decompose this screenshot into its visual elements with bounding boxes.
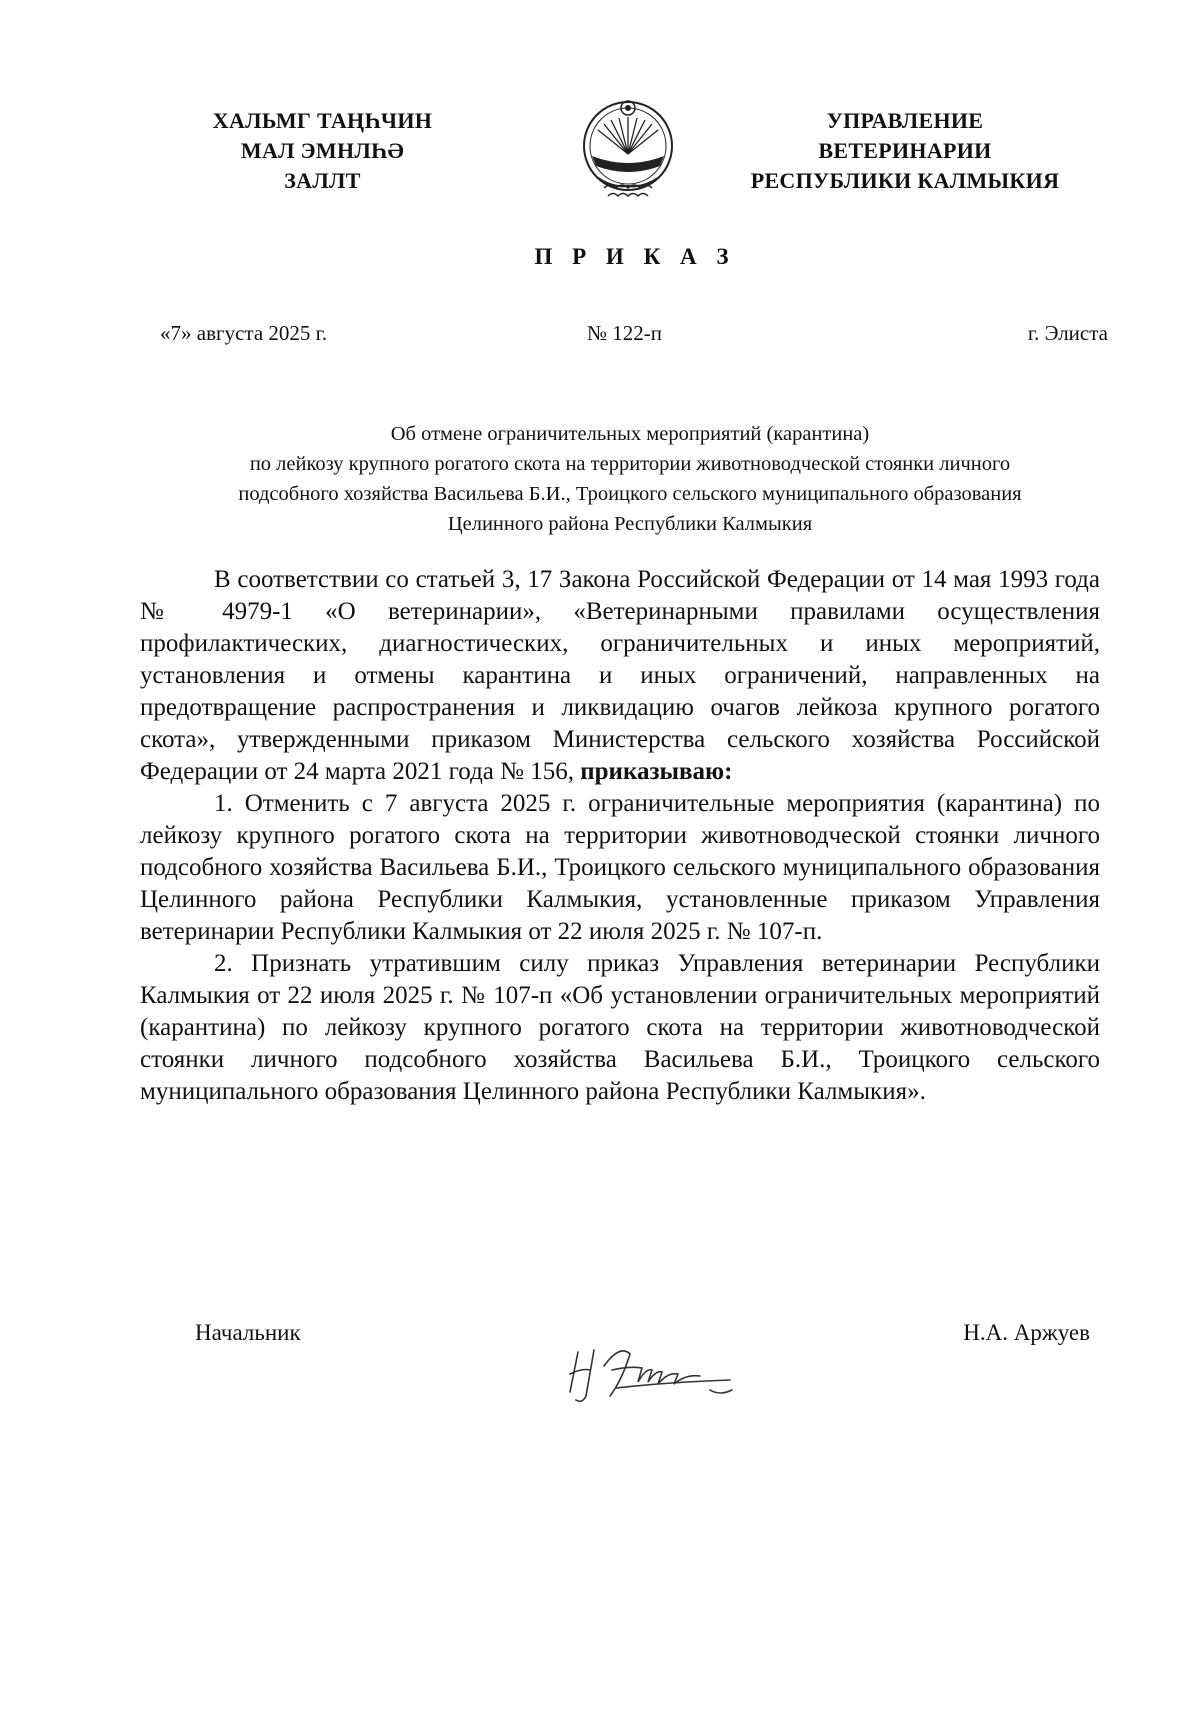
header-right-line: УПРАВЛЕНИЕ	[826, 108, 984, 133]
header-russian-name	[735, 106, 1075, 196]
subject-line: по лейкозу крупного рогатого скота на территории животноводческой стоянки личного	[249, 453, 1011, 475]
order-item-1: 1. Отменить с 7 августа 2025 г. ограничительные мероприятия (карантина) по лейкозу крупного рогатого скота на территории животноводческой стоянки личного подсобного хозяйства Васильева Б.И., Троицкого сельского муниципального образования Целинного района Республики Калмыкия, установленные приказом Управления ветеринарии Республики Калмыкия от 22 июля 2025 г. № 107-п.	[140, 790, 1100, 945]
handwritten-signature-icon	[560, 1330, 740, 1410]
order-item-2: 2. Признать утратившим силу приказ Управления ветеринарии Республики Калмыкия от 22 июля 2025 г. № 107-п «Об установлении ограничительных мероприятий (карантина) по лейкозу крупного рогатого скота на территории животноводческой стоянки личного подсобного хозяйства Васильева Б.И., Троицкого сельского муниципального образования Целинного района Республики Калмыкия».	[140, 950, 1100, 1105]
header-right-line: ВЕТЕРИНАРИИ	[818, 138, 992, 163]
document-type-title: П Р И К А З	[534, 244, 736, 269]
signatory-position: Начальник	[195, 1320, 301, 1345]
kalmykia-coat-of-arms-icon	[568, 88, 688, 206]
order-subject	[130, 419, 1130, 539]
header-left-line: МАЛ ЭМНЛҺӘ	[240, 138, 405, 163]
header-right-line: РЕСПУБЛИКИ КАЛМЫКИЯ	[750, 168, 1060, 193]
order-city: г. Элиста	[1027, 321, 1108, 345]
order-date: «7» августа 2025 г.	[160, 321, 328, 345]
order-number: № 122-п	[587, 321, 663, 345]
subject-line: Об отмене ограничительных мероприятий (карантина)	[390, 423, 870, 445]
header-kalmyk-name	[195, 106, 450, 196]
signatory-name: Н.А. Аржуев	[963, 1320, 1090, 1345]
subject-line: Целинного района Республики Калмыкия	[447, 513, 813, 535]
preamble-text: В соответствии со статьей 3, 17 Закона Российской Федерации от 14 мая 1993 года № 4979-1 «О ветеринарии», «Ветеринарными правилами осуществления профилактических, диагностических, ограничительных и иных мероприятий, установления и отмены карантина и иных ограничений, направленных на предотвращение распространения и ликвидацию очагов лейкоза крупного рогатого скота», утвержденными приказом Министерства сельского хозяйства Российской Федерации от 24 марта 2021 года № 156,	[140, 566, 1100, 785]
preamble-paragraph	[140, 564, 1100, 788]
order-word: приказываю:	[580, 758, 733, 785]
header-left-line: ХАЛЬМГ ТАҢҺЧИН	[212, 108, 433, 133]
header-left-line: ЗАЛЛТ	[284, 168, 361, 193]
subject-line: подсобного хозяйства Васильева Б.И., Троицкого сельского муниципального образования	[238, 483, 1022, 505]
order-body	[140, 564, 1100, 1108]
